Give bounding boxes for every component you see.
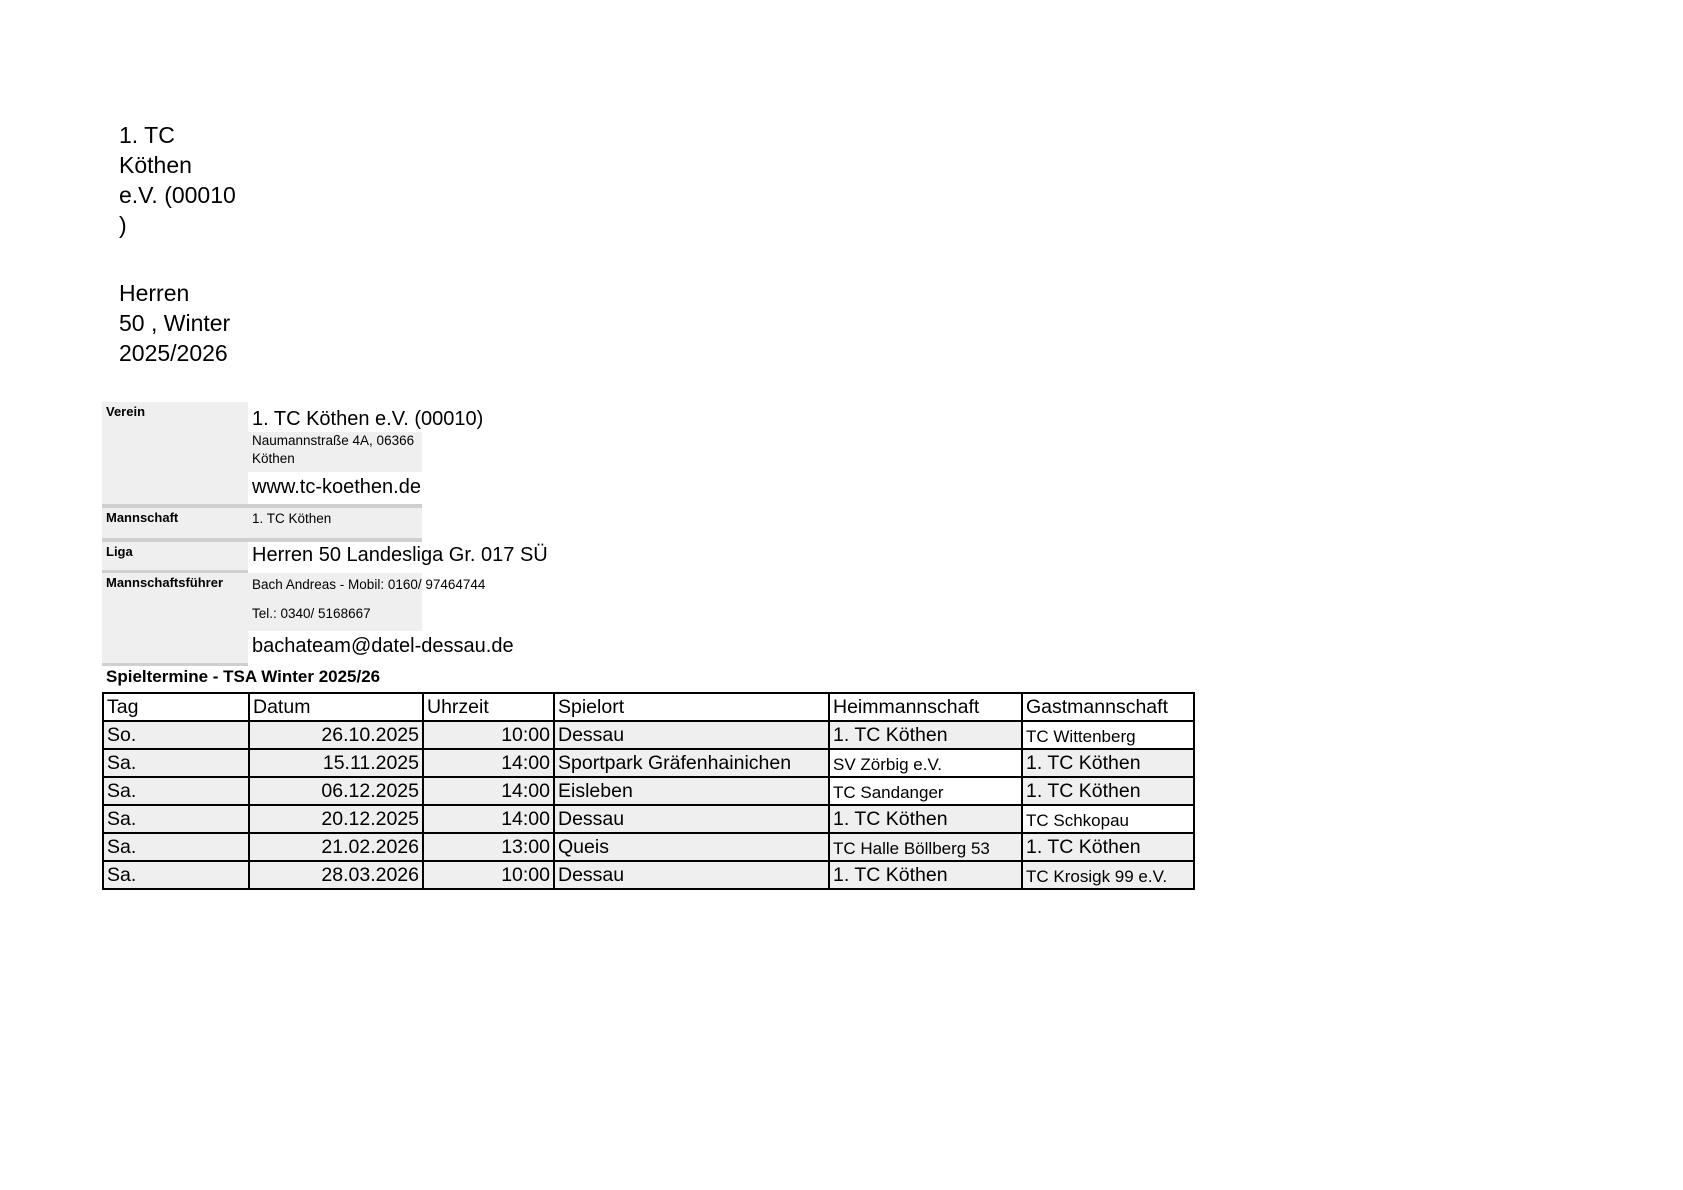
cell-tag: Sa. (103, 861, 249, 889)
table-row (103, 805, 1194, 833)
website-link[interactable]: www.tc-koethen.de (248, 472, 568, 504)
fuehrer-mobile: Bach Andreas - Mobil: 0160/ 97464744 (252, 577, 486, 592)
address-line: Köthen (252, 451, 295, 466)
cell-datum: 15.11.2025 (249, 749, 423, 777)
liga-value: Herren 50 Landesliga Gr. 017 SÜ (248, 542, 578, 570)
cell-uhrzeit: 10:00 (423, 721, 554, 749)
club-title-line: e.V. (00010 (119, 182, 236, 208)
cell-uhrzeit: 14:00 (423, 805, 554, 833)
fuehrer-row (102, 573, 582, 663)
col-header-uhrzeit: Uhrzeit (423, 693, 554, 721)
fuehrer-contact (248, 573, 486, 631)
liga-row (102, 542, 582, 570)
cell-tag: Sa. (103, 749, 249, 777)
cell-spielort: Dessau (554, 805, 829, 833)
table-row (103, 861, 1194, 889)
cell-heim: 1. TC Köthen (829, 805, 1022, 833)
cell-spielort: Sportpark Gräfenhainichen (554, 749, 829, 777)
page-title (119, 120, 259, 368)
team-title-line: 2025/2026 (119, 340, 228, 366)
col-header-heim: Heimmannschaft (829, 693, 1022, 721)
team-title-line: 50 , Winter (119, 310, 231, 336)
cell-uhrzeit: 14:00 (423, 749, 554, 777)
cell-uhrzeit: 13:00 (423, 833, 554, 861)
verein-row (102, 402, 582, 504)
cell-datum: 26.10.2025 (249, 721, 423, 749)
table-row (103, 833, 1194, 861)
mannschaft-value: 1. TC Köthen (248, 508, 422, 538)
cell-heim: SV Zörbig e.V. (829, 749, 1022, 777)
cell-tag: Sa. (103, 833, 249, 861)
fuehrer-email[interactable]: bachateam@datel-dessau.de (248, 631, 568, 663)
mannschaft-row (102, 508, 582, 538)
col-header-gast: Gastmannschaft (1022, 693, 1194, 721)
cell-spielort: Queis (554, 833, 829, 861)
club-info-block (102, 402, 582, 666)
verein-label: Verein (102, 402, 248, 504)
cell-gast: TC Wittenberg (1022, 721, 1194, 749)
cell-gast: TC Krosigk 99 e.V. (1022, 861, 1194, 889)
col-header-tag: Tag (103, 693, 249, 721)
fuehrer-phone: Tel.: 0340/ 5168667 (252, 606, 371, 621)
liga-label: Liga (102, 542, 248, 570)
club-title-line: ) (119, 212, 127, 238)
cell-datum: 21.02.2026 (249, 833, 423, 861)
verein-name: 1. TC Köthen e.V. (00010) (248, 402, 568, 432)
cell-heim: 1. TC Köthen (829, 721, 1022, 749)
col-header-datum: Datum (249, 693, 423, 721)
fuehrer-label: Mannschaftsführer (102, 573, 248, 663)
cell-spielort: Eisleben (554, 777, 829, 805)
cell-gast: 1. TC Köthen (1022, 749, 1194, 777)
table-row (103, 777, 1194, 805)
cell-tag: Sa. (103, 805, 249, 833)
address-line: Naumannstraße 4A, 06366 (252, 433, 415, 448)
cell-uhrzeit: 14:00 (423, 777, 554, 805)
table-row (103, 721, 1194, 749)
cell-heim: TC Sandanger (829, 777, 1022, 805)
table-row (103, 749, 1194, 777)
cell-spielort: Dessau (554, 861, 829, 889)
col-header-spielort: Spielort (554, 693, 829, 721)
cell-gast: 1. TC Köthen (1022, 833, 1194, 861)
cell-gast: TC Schkopau (1022, 805, 1194, 833)
cell-spielort: Dessau (554, 721, 829, 749)
cell-gast: 1. TC Köthen (1022, 777, 1194, 805)
schedule-title: Spieltermine - TSA Winter 2025/26 (106, 667, 381, 686)
cell-datum: 28.03.2026 (249, 861, 423, 889)
cell-heim: 1. TC Köthen (829, 861, 1022, 889)
team-title-line: Herren (119, 280, 190, 306)
cell-datum: 06.12.2025 (249, 777, 423, 805)
cell-tag: So. (103, 721, 249, 749)
cell-tag: Sa. (103, 777, 249, 805)
cell-heim: TC Halle Böllberg 53 (829, 833, 1022, 861)
cell-datum: 20.12.2025 (249, 805, 423, 833)
verein-address (248, 432, 422, 472)
club-title-line: 1. TC (119, 122, 175, 148)
club-title-line: Köthen (119, 152, 192, 178)
mannschaft-label: Mannschaft (102, 508, 248, 538)
cell-uhrzeit: 10:00 (423, 861, 554, 889)
schedule-table (102, 692, 1195, 890)
table-header-row (103, 693, 1194, 721)
